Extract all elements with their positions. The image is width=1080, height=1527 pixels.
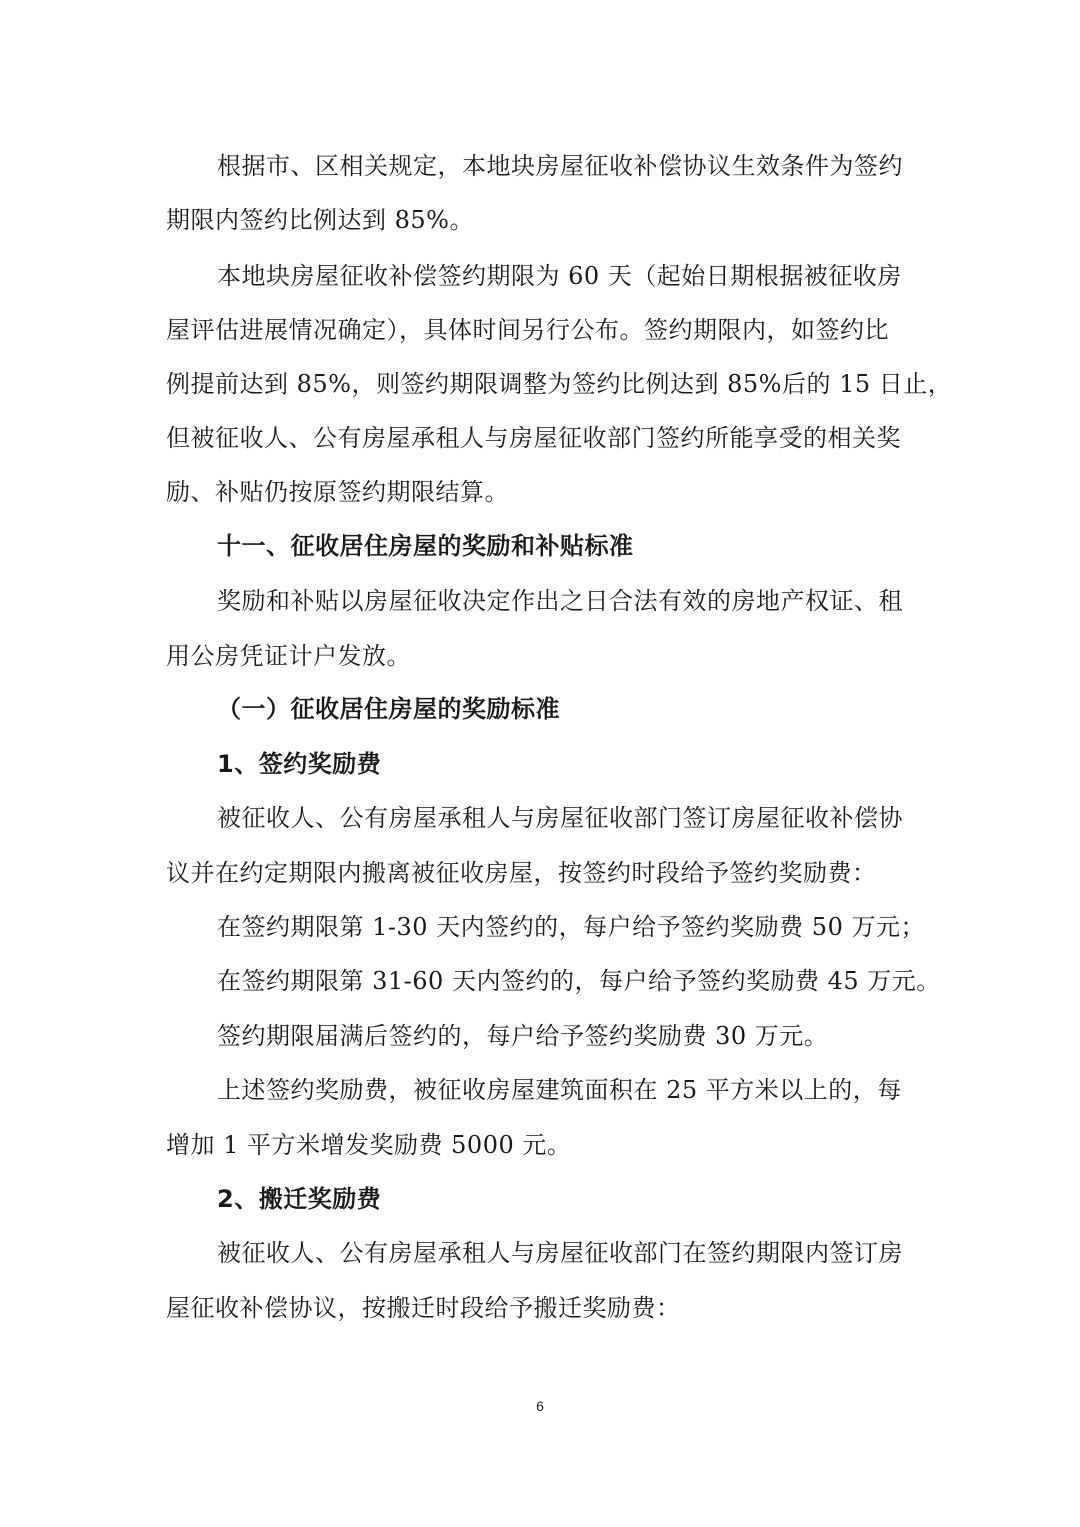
paragraph-line: 议并在约定期限内搬离被征收房屋，按签约时段给予签约奖励费：: [166, 859, 877, 887]
paragraph-line: 屋征收补偿协议，按搬迁时段给予搬迁奖励费：: [166, 1294, 681, 1322]
item-heading: 1、签约奖励费: [217, 750, 382, 778]
paragraph-line: 被征收人、公有房屋承租人与房屋征收部门签订房屋征收补偿协: [217, 804, 903, 832]
paragraph-line: 但被征收人、公有房屋承租人与房屋征收部门签约所能享受的相关奖: [166, 424, 901, 452]
paragraph-line: 被征收人、公有房屋承租人与房屋征收部门在签约期限内签订房: [217, 1239, 903, 1267]
paragraph-line: 在签约期限第 31-60 天内签约的，每户给予签约奖励费 45 万元。: [217, 967, 941, 995]
paragraph-line: 奖励和补贴以房屋征收决定作出之日合法有效的房地产权证、租: [217, 587, 903, 615]
paragraph-line: 例提前达到 85%，则签约期限调整为签约比例达到 85%后的 15 日止，: [166, 370, 953, 398]
subsection-heading: （一）征收居住房屋的奖励标准: [217, 695, 560, 723]
paragraph-line: 签约期限届满后签约的，每户给予签约奖励费 30 万元。: [217, 1022, 829, 1050]
item-heading: 2、搬迁奖励费: [217, 1185, 382, 1213]
section-heading: 十一、征收居住房屋的奖励和补贴标准: [217, 532, 634, 560]
paragraph-line: 用公房凭证计户发放。: [166, 642, 411, 670]
paragraph-line: 根据市、区相关规定，本地块房屋征收补偿协议生效条件为签约: [217, 152, 903, 180]
paragraph-line: 本地块房屋征收补偿签约期限为 60 天（起始日期根据被征收房: [217, 262, 902, 290]
paragraph-line: 上述签约奖励费，被征收房屋建筑面积在 25 平方米以上的，每: [217, 1076, 902, 1104]
paragraph-line: 增加 1 平方米增发奖励费 5000 元。: [166, 1131, 572, 1159]
paragraph-line: 在签约期限第 1-30 天内签约的，每户给予签约奖励费 50 万元；: [217, 913, 925, 941]
page-number: 6: [536, 1398, 544, 1414]
paragraph-line: 期限内签约比例达到 85%。: [166, 206, 474, 234]
paragraph-line: 屋评估进展情况确定），具体时间另行公布。签约期限内，如签约比: [166, 316, 889, 344]
paragraph-line: 励、补贴仍按原签约期限结算。: [166, 478, 509, 506]
